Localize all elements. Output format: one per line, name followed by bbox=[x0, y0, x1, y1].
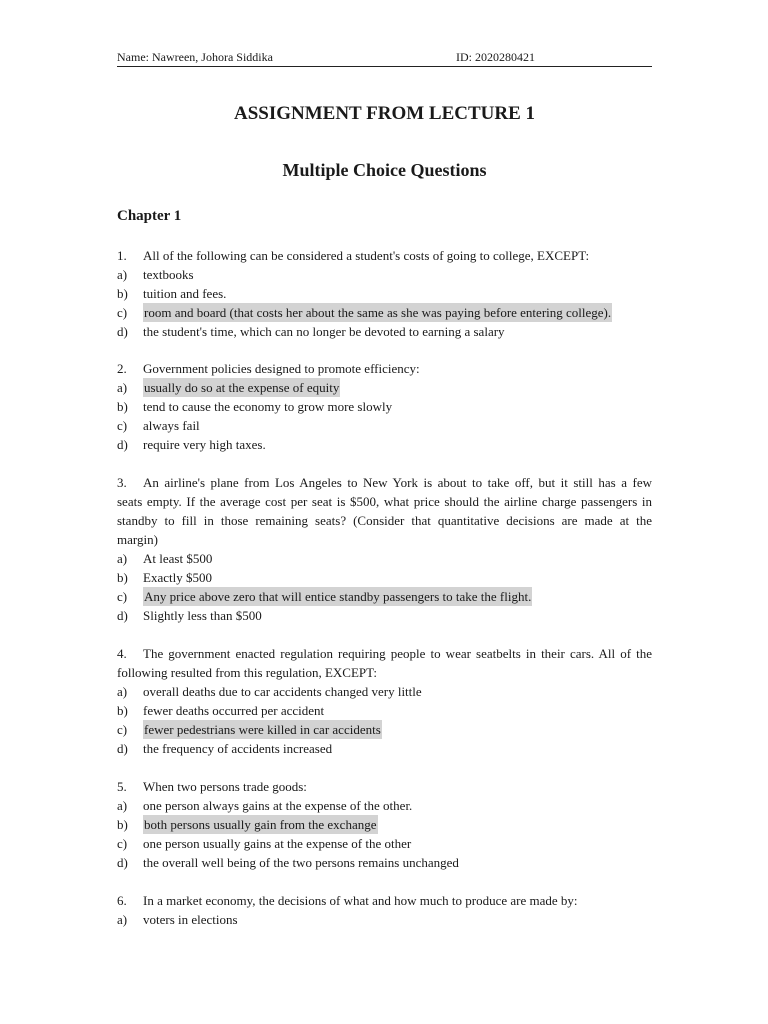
option-letter: d) bbox=[117, 855, 128, 870]
option-letter: a) bbox=[117, 267, 128, 282]
question-text: The government enacted regulation requiring people to wear seatbelts in their cars. All of the bbox=[143, 646, 652, 661]
question-number: 3. bbox=[117, 475, 127, 490]
option-letter: c) bbox=[117, 305, 128, 320]
option-row bbox=[117, 834, 652, 853]
option-row bbox=[117, 322, 652, 341]
question-number: 2. bbox=[117, 361, 127, 376]
question-stem bbox=[117, 246, 652, 265]
option-row bbox=[117, 853, 652, 872]
question-text: margin) bbox=[117, 532, 158, 547]
option-letter: c) bbox=[117, 836, 128, 851]
selected-answer-highlight: both persons usually gain from the exchange bbox=[144, 817, 377, 832]
option-letter: a) bbox=[117, 380, 128, 395]
question-3 bbox=[117, 473, 652, 625]
option-row bbox=[117, 568, 652, 587]
question-text: seats empty. If the average cost per seat is $500, what price should the airline charge passengers in bbox=[117, 494, 652, 509]
option-row bbox=[117, 265, 652, 284]
option-text: fewer deaths occurred per accident bbox=[143, 703, 325, 718]
option-text: textbooks bbox=[143, 267, 194, 282]
question-5 bbox=[117, 777, 652, 872]
question-text: When two persons trade goods: bbox=[143, 779, 307, 794]
option-letter: d) bbox=[117, 741, 128, 756]
question-text: An airline's plane from Los Angeles to New York is about to take off, but it still has a few bbox=[143, 475, 652, 490]
option-row-selected bbox=[117, 815, 652, 834]
option-letter: c) bbox=[117, 589, 128, 604]
question-number: 5. bbox=[117, 779, 127, 794]
question-4 bbox=[117, 644, 652, 758]
question-stem bbox=[117, 644, 652, 663]
student-name: Name: Nawreen, Johora Siddika bbox=[117, 50, 273, 64]
question-stem bbox=[117, 359, 652, 378]
option-row bbox=[117, 397, 652, 416]
option-row-selected bbox=[117, 303, 652, 322]
student-id: ID: 2020280421 bbox=[456, 50, 535, 64]
option-row bbox=[117, 682, 652, 701]
option-row bbox=[117, 284, 652, 303]
document-title: ASSIGNMENT FROM LECTURE 1 bbox=[233, 103, 536, 124]
question-text: Government policies designed to promote efficiency: bbox=[143, 361, 420, 376]
option-letter: d) bbox=[117, 608, 128, 623]
option-text: tuition and fees. bbox=[143, 286, 227, 301]
option-row-selected bbox=[117, 587, 652, 606]
question-number: 6. bbox=[117, 893, 127, 908]
option-row bbox=[117, 435, 652, 454]
option-letter: d) bbox=[117, 324, 128, 339]
option-row bbox=[117, 701, 652, 720]
option-text: Exactly $500 bbox=[143, 570, 212, 585]
page-header bbox=[117, 50, 652, 67]
option-row bbox=[117, 549, 652, 568]
option-text: At least $500 bbox=[143, 551, 213, 566]
option-letter: d) bbox=[117, 437, 128, 452]
option-letter: b) bbox=[117, 570, 128, 585]
question-2 bbox=[117, 359, 652, 454]
chapter-heading: Chapter 1 bbox=[117, 208, 182, 224]
question-number: 4. bbox=[117, 646, 127, 661]
option-letter: b) bbox=[117, 286, 128, 301]
option-letter: a) bbox=[117, 684, 128, 699]
question-stem bbox=[117, 473, 652, 492]
question-stem bbox=[117, 777, 652, 796]
option-letter: b) bbox=[117, 399, 128, 414]
option-letter: b) bbox=[117, 703, 128, 718]
option-text: the student's time, which can no longer be devoted to earning a salary bbox=[143, 324, 505, 339]
question-number: 1. bbox=[117, 248, 127, 263]
option-row bbox=[117, 796, 652, 815]
option-text: Slightly less than $500 bbox=[143, 608, 262, 623]
question-stem bbox=[117, 891, 652, 910]
option-text: overall deaths due to car accidents changed very little bbox=[143, 684, 422, 699]
option-text: the overall well being of the two persons remains unchanged bbox=[143, 855, 459, 870]
option-text: tend to cause the economy to grow more slowly bbox=[143, 399, 393, 414]
option-row bbox=[117, 606, 652, 625]
question-text: In a market economy, the decisions of what and how much to produce are made by: bbox=[143, 893, 578, 908]
question-text: standby to fill in those remaining seats? (Consider that quantitative decisions are made at the bbox=[117, 513, 652, 528]
option-text: always fail bbox=[143, 418, 200, 433]
question-text: following resulted from this regulation, EXCEPT: bbox=[117, 665, 378, 680]
option-row bbox=[117, 739, 652, 758]
selected-answer-highlight: fewer pedestrians were killed in car accidents bbox=[144, 722, 381, 737]
option-letter: a) bbox=[117, 551, 128, 566]
option-text: voters in elections bbox=[143, 912, 238, 927]
selected-answer-highlight: Any price above zero that will entice standby passengers to take the flight. bbox=[144, 589, 532, 604]
option-row bbox=[117, 416, 652, 435]
option-text: require very high taxes. bbox=[143, 437, 266, 452]
option-text: one person always gains at the expense of the other. bbox=[143, 798, 413, 813]
document-subtitle: Multiple Choice Questions bbox=[282, 160, 487, 180]
option-row-selected bbox=[117, 720, 652, 739]
option-letter: a) bbox=[117, 798, 128, 813]
selected-answer-highlight: room and board (that costs her about the same as she was paying before entering college). bbox=[144, 305, 612, 320]
option-letter: c) bbox=[117, 418, 128, 433]
question-1 bbox=[117, 246, 652, 341]
option-letter: a) bbox=[117, 912, 128, 927]
option-row bbox=[117, 910, 652, 929]
option-letter: c) bbox=[117, 722, 128, 737]
question-text: All of the following can be considered a student's costs of going to college, EXCEPT: bbox=[143, 248, 590, 263]
selected-answer-highlight: usually do so at the expense of equity bbox=[144, 380, 340, 395]
option-row-selected bbox=[117, 378, 652, 397]
option-letter: b) bbox=[117, 817, 128, 832]
question-6 bbox=[117, 891, 652, 929]
option-text: one person usually gains at the expense of the other bbox=[143, 836, 412, 851]
option-text: the frequency of accidents increased bbox=[143, 741, 333, 756]
